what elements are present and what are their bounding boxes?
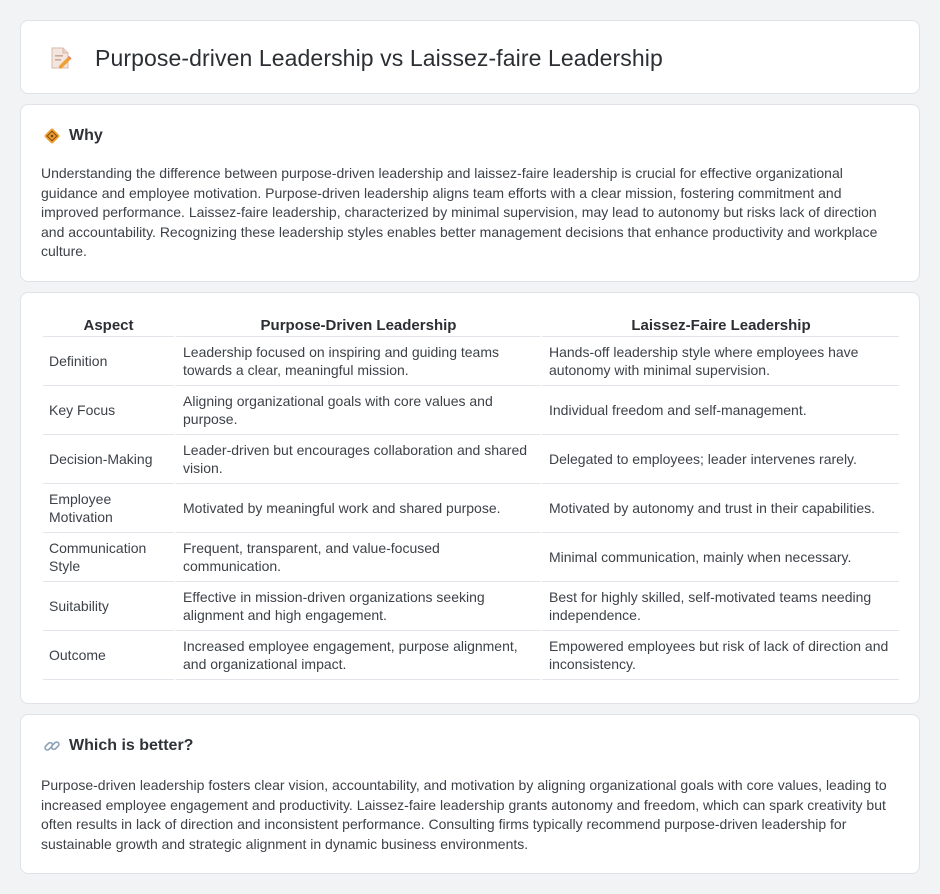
row-laissez-faire: Motivated by autonomy and trust in their capabilities. — [540, 484, 899, 533]
header-purpose-driven: Purpose-Driven Leadership — [174, 315, 540, 337]
better-text: Purpose-driven leadership fosters clear vision, accountability, and motivation by aligning organizational goals with core values, leading to increased employee engagement and productivity. Laissez-faire leadership grants autonomy and freedom, which can spark creativity but often results in lack of direction and inconsistent performance. Consulting firms typically recommend purpose-driven leadership for sustainable growth and strategic alignment in dynamic business environments. — [41, 777, 887, 852]
row-purpose-driven: Increased employee engagement, purpose alignment, and organizational impact. — [174, 631, 540, 680]
diamond-sign-icon — [43, 127, 61, 145]
row-laissez-faire: Empowered employees but risk of lack of direction and inconsistency. — [540, 631, 899, 680]
row-purpose-driven: Effective in mission-driven organizations seeking alignment and high engagement. — [174, 582, 540, 631]
row-laissez-faire: Best for highly skilled, self-motivated teams needing independence. — [540, 582, 899, 631]
why-heading-row — [43, 127, 103, 145]
row-aspect: Definition — [43, 337, 174, 386]
row-laissez-faire: Minimal communication, mainly when necessary. — [540, 533, 899, 582]
row-aspect: Employee Motivation — [43, 484, 174, 533]
table-row — [43, 533, 899, 582]
table-row — [43, 337, 899, 386]
table-row — [43, 435, 899, 484]
header-aspect: Aspect — [43, 315, 174, 337]
title-card — [20, 20, 920, 94]
why-card — [20, 104, 920, 282]
comparison-table — [43, 315, 899, 680]
row-aspect: Communication Style — [43, 533, 174, 582]
better-card — [20, 714, 920, 874]
table-row — [43, 484, 899, 533]
row-purpose-driven: Leader-driven but encourages collaboration and shared vision. — [174, 435, 540, 484]
row-aspect: Outcome — [43, 631, 174, 680]
header-laissez-faire: Laissez-Faire Leadership — [540, 315, 899, 337]
row-aspect: Decision-Making — [43, 435, 174, 484]
row-purpose-driven: Motivated by meaningful work and shared purpose. — [174, 484, 540, 533]
row-laissez-faire: Delegated to employees; leader intervenes rarely. — [540, 435, 899, 484]
table-row — [43, 631, 899, 680]
why-heading: Why — [69, 127, 103, 144]
page-title: Purpose-driven Leadership vs Laissez-faire Leadership — [95, 44, 663, 71]
row-laissez-faire: Hands-off leadership style where employees have autonomy with minimal supervision. — [540, 337, 899, 386]
row-aspect: Key Focus — [43, 386, 174, 435]
why-text: Understanding the difference between purpose-driven leadership and laissez-faire leadership is crucial for effective organizational guidance and employee motivation. Purpose-driven leadership aligns team efforts with a clear mission, fostering commitment and improved performance. Laissez-faire leadership, characterized by minimal supervision, may lead to autonomy but risks lack of direction and accountability. Recognizing these leadership styles enables better management decisions that enhance productivity and workplace culture. — [41, 165, 878, 260]
comparison-card — [20, 292, 920, 704]
row-purpose-driven: Leadership focused on inspiring and guiding teams towards a clear, meaningful mission. — [174, 337, 540, 386]
document-edit-icon — [47, 45, 73, 71]
row-purpose-driven: Aligning organizational goals with core values and purpose. — [174, 386, 540, 435]
row-aspect: Suitability — [43, 582, 174, 631]
table-row — [43, 386, 899, 435]
table-row — [43, 582, 899, 631]
link-icon — [43, 737, 61, 755]
title-row — [45, 21, 663, 95]
row-laissez-faire: Individual freedom and self-management. — [540, 386, 899, 435]
better-heading: Which is better? — [69, 737, 194, 754]
row-purpose-driven: Frequent, transparent, and value-focused communication. — [174, 533, 540, 582]
better-heading-row — [43, 737, 193, 755]
table-header-row — [43, 315, 899, 337]
